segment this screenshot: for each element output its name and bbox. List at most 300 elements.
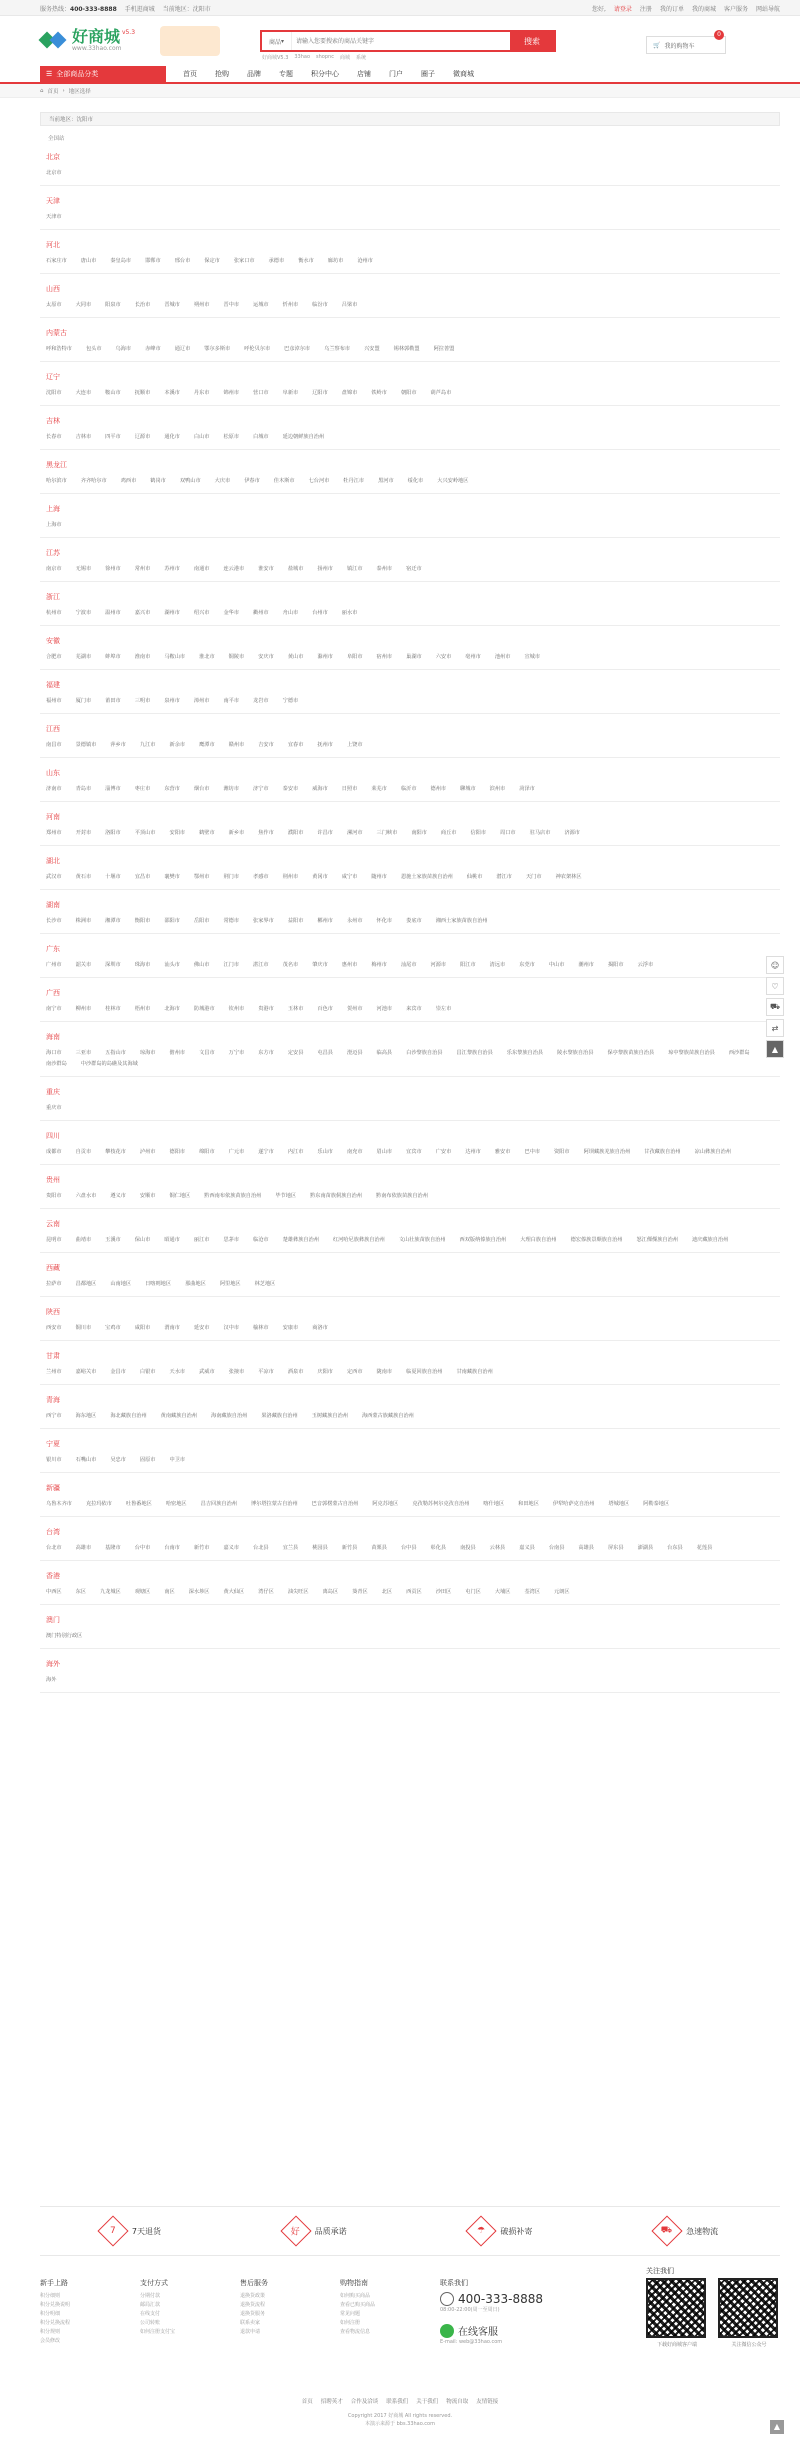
city-link[interactable]: 嘉义市 [223, 1545, 240, 1551]
city-link[interactable]: 牡丹江市 [343, 478, 365, 484]
city-link[interactable]: 四平市 [105, 434, 121, 440]
city-link[interactable]: 莆田市 [105, 698, 121, 704]
city-link[interactable]: 德州市 [430, 786, 447, 792]
city-link[interactable]: 黔东南苗族侗族自治州 [310, 1193, 362, 1199]
city-link[interactable]: 江门市 [223, 962, 240, 968]
city-link[interactable]: 丽江市 [193, 1237, 210, 1243]
city-link[interactable]: 长沙市 [46, 918, 62, 924]
city-link[interactable]: 宿迁市 [406, 566, 422, 572]
city-link[interactable]: 黑河市 [378, 478, 394, 484]
city-link[interactable]: 桂林市 [105, 1006, 121, 1012]
city-link[interactable]: 澎湖县 [637, 1545, 654, 1551]
city-link[interactable]: 西安市 [46, 1325, 62, 1331]
footer-link[interactable]: 如何注册支付宝 [140, 2329, 176, 2335]
hot-keyword[interactable]: 商城 [339, 55, 350, 61]
city-link[interactable]: 西双版纳傣族自治州 [459, 1237, 507, 1243]
city-link[interactable]: 湖州市 [164, 610, 180, 616]
city-link[interactable]: 龙岩市 [253, 698, 269, 704]
city-link[interactable]: 锦州市 [223, 390, 240, 396]
province-name[interactable]: 海南 [46, 1033, 60, 1041]
city-link[interactable]: 眉山市 [376, 1149, 393, 1155]
footer-link[interactable]: 退换货服务 [240, 2311, 266, 2317]
footer-link[interactable]: 联系卖家 [240, 2320, 261, 2326]
city-link[interactable]: 南昌市 [46, 742, 62, 748]
search-category-select[interactable]: 商品 ▾ [262, 32, 292, 50]
nav-link[interactable]: 抢购 [215, 70, 229, 78]
top-link[interactable]: 我的商城 [691, 5, 716, 13]
city-link[interactable]: 通辽市 [174, 346, 191, 352]
province-name[interactable]: 宁夏 [46, 1440, 60, 1448]
city-link[interactable]: 汕尾市 [400, 962, 417, 968]
all-country-link[interactable]: 全国站 [48, 136, 65, 142]
city-link[interactable]: 周口市 [500, 830, 516, 836]
city-link[interactable]: 益阳市 [287, 918, 304, 924]
province-name[interactable]: 山东 [46, 769, 60, 777]
bottom-link[interactable]: 联系我们 [386, 2399, 409, 2405]
city-link[interactable]: 贵港市 [258, 1006, 274, 1012]
city-link[interactable]: 枣庄市 [134, 786, 151, 792]
city-link[interactable]: 海西蒙古族藏族自治州 [361, 1413, 414, 1419]
footer-link[interactable]: 退换货政策 [240, 2293, 266, 2299]
city-link[interactable]: 常州市 [134, 566, 151, 572]
city-link[interactable]: 遵义市 [110, 1193, 126, 1199]
city-link[interactable]: 岳阳市 [193, 918, 210, 924]
city-link[interactable]: 黄南藏族自治州 [160, 1413, 197, 1419]
province-name[interactable]: 四川 [46, 1132, 60, 1140]
city-link[interactable]: 屯昌县 [317, 1050, 333, 1056]
city-link[interactable]: 九江市 [139, 742, 156, 748]
city-link[interactable]: 葵青区 [352, 1589, 368, 1595]
nav-link[interactable]: 积分中心 [311, 70, 339, 78]
nav-link[interactable]: 店铺 [357, 70, 371, 78]
city-link[interactable]: 营口市 [253, 390, 269, 396]
city-link[interactable]: 山南地区 [110, 1281, 132, 1287]
search-input[interactable] [292, 32, 510, 50]
city-link[interactable]: 上饶市 [346, 742, 363, 748]
city-link[interactable]: 辽阳市 [312, 390, 328, 396]
city-link[interactable]: 安康市 [282, 1325, 299, 1331]
city-link[interactable]: 定安县 [287, 1050, 304, 1056]
city-link[interactable]: 金华市 [223, 610, 240, 616]
nav-link[interactable]: 微商城 [453, 70, 474, 78]
province-name[interactable]: 山西 [46, 285, 60, 293]
city-link[interactable]: 西沙群岛 [728, 1050, 750, 1056]
city-link[interactable]: 辽源市 [134, 434, 151, 440]
all-categories-button[interactable]: ☰ 全部商品分类 [40, 66, 166, 82]
city-link[interactable]: 黄石市 [75, 874, 92, 880]
city-link[interactable]: 乐东黎族自治县 [506, 1050, 544, 1056]
city-link[interactable]: 临汾市 [312, 302, 328, 308]
city-link[interactable]: 银川市 [46, 1457, 62, 1463]
city-link[interactable]: 漯河市 [346, 830, 363, 836]
city-link[interactable]: 文山壮族苗族自治州 [398, 1237, 446, 1243]
cart-button[interactable] [646, 36, 726, 54]
city-link[interactable]: 天水市 [169, 1369, 186, 1375]
city-link[interactable]: 邵阳市 [164, 918, 180, 924]
city-link[interactable]: 张家口市 [233, 258, 255, 264]
city-link[interactable]: 内江市 [287, 1149, 304, 1155]
city-link[interactable]: 南通市 [193, 566, 210, 572]
top-link[interactable]: 客户服务 [723, 5, 748, 13]
province-name[interactable]: 陕西 [46, 1308, 60, 1316]
city-link[interactable]: 泸州市 [139, 1149, 156, 1155]
city-link[interactable]: 神农架林区 [555, 874, 582, 880]
city-link[interactable]: 元朗区 [554, 1589, 570, 1595]
province-name[interactable]: 江苏 [46, 549, 60, 557]
city-link[interactable]: 崇左市 [435, 1006, 452, 1012]
city-link[interactable]: 宜宾市 [406, 1149, 422, 1155]
city-link[interactable]: 漳州市 [193, 698, 210, 704]
city-link[interactable]: 兴安盟 [364, 346, 380, 352]
city-link[interactable]: 温州市 [105, 610, 121, 616]
city-link[interactable]: 百色市 [317, 1006, 333, 1012]
province-name[interactable]: 广东 [46, 945, 60, 953]
city-link[interactable]: 观塘区 [134, 1589, 151, 1595]
city-link[interactable]: 昌吉回族自治州 [200, 1501, 237, 1507]
city-link[interactable]: 郴州市 [317, 918, 333, 924]
city-link[interactable]: 楚雄彝族自治州 [282, 1237, 319, 1243]
city-link[interactable]: 离岛区 [322, 1589, 339, 1595]
city-link[interactable]: 呼伦贝尔市 [244, 346, 271, 352]
city-link[interactable]: 大庆市 [214, 478, 231, 484]
city-link[interactable]: 宁波市 [75, 610, 92, 616]
city-link[interactable]: 荆门市 [223, 874, 240, 880]
city-link[interactable]: 绍兴市 [193, 610, 210, 616]
city-link[interactable]: 宿州市 [376, 654, 393, 660]
city-link[interactable]: 吕梁市 [341, 302, 358, 308]
city-link[interactable]: 武汉市 [46, 874, 62, 880]
city-link[interactable]: 宣城市 [524, 654, 541, 660]
city-link[interactable]: 阜新市 [282, 390, 299, 396]
city-link[interactable]: 防城港市 [193, 1006, 215, 1012]
city-link[interactable]: 酒泉市 [287, 1369, 304, 1375]
city-link[interactable]: 新乡市 [228, 830, 245, 836]
city-link[interactable]: 朔州市 [193, 302, 210, 308]
city-link[interactable]: 南投县 [460, 1545, 476, 1551]
city-link[interactable]: 临沧市 [253, 1237, 269, 1243]
back-to-top-icon[interactable]: ▲ [766, 1040, 784, 1058]
city-link[interactable]: 海口市 [46, 1050, 62, 1056]
city-link[interactable]: 中西区 [46, 1589, 62, 1595]
city-link[interactable]: 金昌市 [110, 1369, 126, 1375]
city-link[interactable]: 东营市 [164, 786, 180, 792]
city-link[interactable]: 鄂州市 [193, 874, 210, 880]
city-link[interactable]: 芜湖市 [75, 654, 92, 660]
city-link[interactable]: 莱芜市 [371, 786, 387, 792]
city-link[interactable]: 青岛市 [75, 786, 92, 792]
city-link[interactable]: 七台河市 [308, 478, 330, 484]
city-link[interactable]: 黔西南布依族苗族自治州 [204, 1193, 262, 1199]
city-link[interactable]: 嘉峪关市 [75, 1369, 97, 1375]
province-name[interactable]: 湖南 [46, 901, 60, 909]
city-link[interactable]: 宜兰县 [282, 1545, 299, 1551]
city-link[interactable]: 亳州市 [465, 654, 481, 660]
city-link[interactable]: 宜春市 [287, 742, 304, 748]
province-name[interactable]: 天津 [46, 197, 60, 205]
city-link[interactable]: 六安市 [435, 654, 452, 660]
cart-side-icon[interactable]: ⛟ [766, 998, 784, 1016]
province-name[interactable]: 新疆 [46, 1484, 60, 1492]
city-link[interactable]: 五指山市 [105, 1050, 126, 1056]
city-link[interactable]: 陇南市 [376, 1369, 393, 1375]
city-link[interactable]: 汉中市 [223, 1325, 240, 1331]
hot-keyword[interactable]: 好商城V5.3 [262, 55, 289, 61]
bottom-link[interactable]: 招聘英才 [320, 2399, 343, 2405]
city-link[interactable]: 南充市 [346, 1149, 363, 1155]
city-link[interactable]: 昌都地区 [75, 1281, 97, 1287]
bottom-link[interactable]: 友情链接 [476, 2399, 499, 2405]
city-link[interactable]: 淄博市 [105, 786, 121, 792]
city-link[interactable]: 沈阳市 [46, 390, 62, 396]
city-link[interactable]: 庆阳市 [317, 1369, 333, 1375]
city-link[interactable]: 南平市 [223, 698, 240, 704]
top-link[interactable]: 我的订单 [659, 5, 684, 13]
compare-icon[interactable]: ⇄ [766, 1019, 784, 1037]
city-link[interactable]: 云浮市 [637, 962, 654, 968]
city-link[interactable]: 鹤岗市 [150, 478, 166, 484]
city-link[interactable]: 巴音郭楞蒙古自治州 [311, 1501, 359, 1507]
province-name[interactable]: 黑龙江 [46, 461, 67, 469]
city-link[interactable]: 达州市 [465, 1149, 481, 1155]
city-link[interactable]: 塔城地区 [608, 1501, 630, 1507]
province-name[interactable]: 青海 [46, 1396, 60, 1404]
current-location[interactable]: 当前地区：沈阳市 [162, 5, 211, 13]
city-link[interactable]: 凉山彝族自治州 [694, 1149, 731, 1155]
city-link[interactable]: 鹰潭市 [199, 742, 215, 748]
hot-keyword[interactable]: 33hao [294, 54, 311, 60]
city-link[interactable]: 连云港市 [223, 566, 245, 572]
city-link[interactable]: 拉萨市 [46, 1281, 62, 1287]
city-link[interactable]: 海南藏族自治州 [211, 1413, 248, 1419]
province-name[interactable]: 云南 [46, 1220, 60, 1228]
city-link[interactable]: 平顶山市 [134, 830, 156, 836]
city-link[interactable]: 克拉玛依市 [85, 1501, 112, 1507]
city-link[interactable]: 鹤壁市 [199, 830, 215, 836]
city-link[interactable]: 林芝地区 [254, 1281, 276, 1287]
nav-link[interactable]: 品牌 [247, 70, 261, 78]
breadcrumb-home[interactable]: 首页 [47, 89, 59, 95]
province-name[interactable]: 重庆 [46, 1088, 60, 1096]
city-link[interactable]: 赤峰市 [145, 346, 161, 352]
city-link[interactable]: 乐山市 [317, 1149, 333, 1155]
city-link[interactable]: 甘南藏族自治州 [456, 1369, 493, 1375]
city-link[interactable]: 绵阳市 [199, 1149, 215, 1155]
city-link[interactable]: 松原市 [223, 434, 240, 440]
city-link[interactable]: 茂名市 [282, 962, 299, 968]
city-link[interactable]: 聊城市 [460, 786, 476, 792]
footer-link[interactable]: 查看已购买商品 [340, 2302, 376, 2308]
city-link[interactable]: 东莞市 [519, 962, 535, 968]
city-link[interactable]: 玉林市 [287, 1006, 304, 1012]
city-link[interactable]: 泰安市 [282, 786, 299, 792]
city-link[interactable]: 宝鸡市 [105, 1325, 121, 1331]
city-link[interactable]: 烟台市 [193, 786, 210, 792]
city-link[interactable]: 台北市 [46, 1545, 62, 1551]
top-link[interactable]: 请登录 [613, 5, 632, 13]
city-link[interactable]: 临高县 [376, 1050, 393, 1056]
city-link[interactable]: 汕头市 [164, 962, 180, 968]
city-link[interactable]: 梅州市 [371, 962, 387, 968]
city-link[interactable]: 潍坊市 [223, 786, 240, 792]
city-link[interactable]: 苏州市 [164, 566, 180, 572]
city-link[interactable]: 通化市 [164, 434, 180, 440]
city-link[interactable]: 黄冈市 [312, 874, 328, 880]
city-link[interactable]: 佛山市 [193, 962, 210, 968]
footer-link[interactable]: 公司转账 [140, 2320, 161, 2326]
city-link[interactable]: 湛江市 [253, 962, 269, 968]
city-link[interactable]: 资阳市 [554, 1149, 570, 1155]
city-link[interactable]: 延边朝鲜族自治州 [282, 434, 325, 440]
province-name[interactable]: 西藏 [46, 1264, 60, 1272]
city-link[interactable]: 孝感市 [253, 874, 269, 880]
city-link[interactable]: 鸡西市 [120, 478, 137, 484]
province-name[interactable]: 内蒙古 [46, 329, 67, 337]
city-link[interactable]: 文昌市 [199, 1050, 215, 1056]
city-link[interactable]: 阿坝藏族羌族自治州 [583, 1149, 631, 1155]
city-link[interactable]: 濮阳市 [287, 830, 304, 836]
city-link[interactable]: 淮南市 [134, 654, 151, 660]
city-link[interactable]: 雅安市 [494, 1149, 511, 1155]
city-link[interactable]: 娄底市 [406, 918, 422, 924]
city-link[interactable]: 阿克苏地区 [372, 1501, 399, 1507]
city-link[interactable]: 高雄市 [75, 1545, 92, 1551]
city-link[interactable]: 桃园县 [312, 1545, 328, 1551]
city-link[interactable]: 屏东县 [607, 1545, 624, 1551]
city-link[interactable]: 潜江市 [496, 874, 512, 880]
city-link[interactable]: 怀化市 [376, 918, 393, 924]
city-link[interactable]: 丽水市 [341, 610, 358, 616]
city-link[interactable]: 铁岭市 [371, 390, 387, 396]
city-link[interactable]: 乌兰察布市 [324, 346, 351, 352]
search-button[interactable]: 搜索 [510, 32, 554, 50]
nav-link[interactable]: 圈子 [421, 70, 435, 78]
city-link[interactable]: 运城市 [253, 302, 269, 308]
province-name[interactable]: 澳门 [46, 1616, 60, 1624]
city-link[interactable]: 廊坊市 [327, 258, 344, 264]
city-link[interactable]: 阿拉善盟 [433, 346, 455, 352]
city-link[interactable]: 贵阳市 [46, 1193, 62, 1199]
city-link[interactable]: 淮安市 [258, 566, 274, 572]
city-link[interactable]: 上海市 [46, 522, 62, 528]
footer-link[interactable]: 退款申请 [240, 2329, 261, 2335]
city-link[interactable]: 万宁市 [228, 1050, 245, 1056]
city-link[interactable]: 商洛市 [312, 1325, 328, 1331]
city-link[interactable]: 十堰市 [105, 874, 121, 880]
city-link[interactable]: 安阳市 [169, 830, 186, 836]
city-link[interactable]: 永州市 [346, 918, 363, 924]
footer-link[interactable]: 如何购买商品 [340, 2293, 371, 2299]
city-link[interactable]: 台中县 [400, 1545, 417, 1551]
city-link[interactable]: 宜昌市 [134, 874, 151, 880]
city-link[interactable]: 南宁市 [46, 1006, 62, 1012]
city-link[interactable]: 新竹市 [193, 1545, 210, 1551]
city-link[interactable]: 大连市 [75, 390, 92, 396]
city-link[interactable]: 遂宁市 [258, 1149, 274, 1155]
city-link[interactable]: 西贡区 [406, 1589, 422, 1595]
city-link[interactable]: 舟山市 [282, 610, 299, 616]
city-link[interactable]: 广元市 [228, 1149, 245, 1155]
city-link[interactable]: 乌海市 [115, 346, 132, 352]
city-link[interactable]: 三亚市 [75, 1050, 92, 1056]
city-link[interactable]: 吴忠市 [110, 1457, 126, 1463]
city-link[interactable]: 随州市 [371, 874, 387, 880]
city-link[interactable]: 深圳市 [105, 962, 121, 968]
city-link[interactable]: 太原市 [46, 302, 62, 308]
city-link[interactable]: 湘西土家族苗族自治州 [435, 918, 488, 924]
bottom-link[interactable]: 首页 [301, 2399, 313, 2405]
city-link[interactable]: 朝阳市 [400, 390, 417, 396]
province-name[interactable]: 福建 [46, 681, 60, 689]
city-link[interactable]: 阿里地区 [219, 1281, 241, 1287]
favorites-icon[interactable]: ♡ [766, 977, 784, 995]
city-link[interactable]: 葫芦岛市 [430, 390, 452, 396]
city-link[interactable]: 保山市 [134, 1237, 151, 1243]
city-link[interactable]: 济宁市 [253, 786, 269, 792]
city-link[interactable]: 南阳市 [411, 830, 427, 836]
city-link[interactable]: 吉林市 [75, 434, 92, 440]
city-link[interactable]: 滁州市 [317, 654, 333, 660]
city-link[interactable]: 唐山市 [80, 258, 97, 264]
province-name[interactable]: 香港 [46, 1572, 60, 1580]
city-link[interactable]: 齐齐哈尔市 [80, 478, 107, 484]
city-link[interactable]: 南京市 [46, 566, 62, 572]
footer-link[interactable]: 退换货流程 [240, 2302, 266, 2308]
province-name[interactable]: 贵州 [46, 1176, 60, 1184]
city-link[interactable]: 池州市 [494, 654, 511, 660]
city-link[interactable]: 安顺市 [139, 1193, 156, 1199]
city-link[interactable]: 双鸭山市 [179, 478, 201, 484]
footer-link[interactable]: 会员修改 [40, 2338, 61, 2344]
city-link[interactable]: 珠海市 [134, 962, 151, 968]
city-link[interactable]: 九龙城区 [99, 1589, 121, 1595]
city-link[interactable]: 杭州市 [46, 610, 62, 616]
city-link[interactable]: 阳江市 [460, 962, 476, 968]
footer-link[interactable]: 积分规则 [40, 2329, 61, 2335]
city-link[interactable]: 石家庄市 [46, 258, 67, 264]
city-link[interactable]: 台中市 [134, 1545, 151, 1551]
city-link[interactable]: 自贡市 [75, 1149, 92, 1155]
logo[interactable] [40, 28, 135, 52]
city-link[interactable]: 海外 [46, 1677, 57, 1683]
city-link[interactable]: 抚州市 [317, 742, 333, 748]
city-link[interactable]: 衡水市 [298, 258, 314, 264]
city-link[interactable]: 琼海市 [139, 1050, 156, 1056]
city-link[interactable]: 基隆市 [105, 1545, 121, 1551]
city-link[interactable]: 抚顺市 [134, 390, 151, 396]
top-link[interactable]: 注册 [639, 5, 652, 13]
city-link[interactable]: 西宁市 [46, 1413, 62, 1419]
hot-keyword[interactable]: shopnc [316, 54, 334, 60]
city-link[interactable]: 鞍山市 [105, 390, 121, 396]
city-link[interactable]: 红河哈尼族彝族自治州 [332, 1237, 385, 1243]
city-link[interactable]: 海北藏族自治州 [110, 1413, 147, 1419]
city-link[interactable]: 萍乡市 [110, 742, 126, 748]
city-link[interactable]: 无锡市 [75, 566, 92, 572]
city-link[interactable]: 白城市 [253, 434, 269, 440]
city-link[interactable]: 阳泉市 [105, 302, 121, 308]
city-link[interactable]: 吐鲁番地区 [125, 1501, 152, 1507]
footer-link[interactable]: 积分兑换说明 [40, 2302, 71, 2308]
city-link[interactable]: 固原市 [139, 1457, 156, 1463]
province-name[interactable]: 湖北 [46, 857, 60, 865]
city-link[interactable]: 咸阳市 [134, 1325, 151, 1331]
city-link[interactable]: 伊春市 [244, 478, 260, 484]
bottom-link[interactable]: 物流自取 [446, 2399, 469, 2405]
province-name[interactable]: 北京 [46, 153, 60, 161]
city-link[interactable]: 日照市 [341, 786, 358, 792]
city-link[interactable]: 喀什地区 [483, 1501, 505, 1507]
footer-link[interactable]: 如何注册 [340, 2320, 361, 2326]
